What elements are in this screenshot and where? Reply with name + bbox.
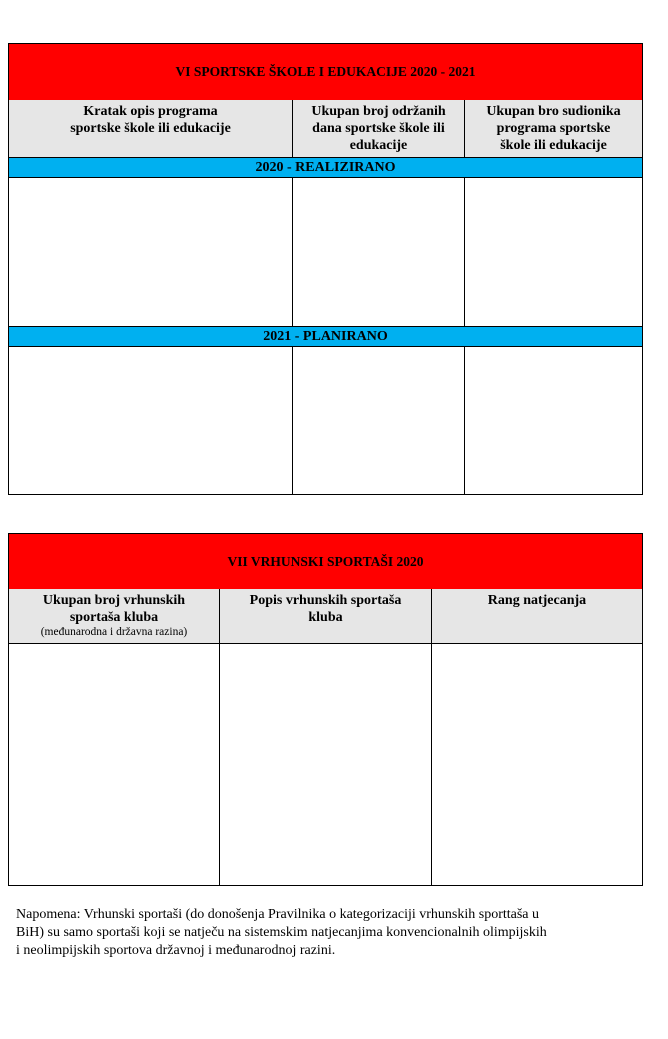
- section-7-table: [8, 533, 643, 886]
- s7-cell-list[interactable]: [220, 644, 432, 885]
- planned-2021-label: 2021 - PLANIRANO: [263, 328, 388, 344]
- s6-h3-line2: programa sportske: [496, 121, 611, 136]
- s6-h2-line3: edukacije: [349, 138, 408, 153]
- s6-planned-cell-description[interactable]: [9, 347, 293, 494]
- s7-header-count: [9, 589, 220, 644]
- footnote-line-2: BiH) su samo sportaši koji se natječu na sistemskim natjecanjima konvencionalnih olimpijskih: [16, 925, 547, 940]
- s6-header-days: [293, 100, 465, 158]
- s7-cell-count[interactable]: [9, 644, 220, 885]
- realized-2020-label: 2020 - REALIZIRANO: [255, 159, 396, 175]
- planned-2021-bar: [9, 326, 642, 347]
- s7-h3-line1: Rang natjecanja: [487, 593, 587, 608]
- s7-header-list: [220, 589, 432, 644]
- s7-header-rank: [432, 589, 642, 644]
- s6-h1-line2: sportske škole ili edukacije: [70, 121, 231, 136]
- section-6-title-text: VI SPORTSKE ŠKOLE I EDUKACIJE 2020 - 2021: [175, 64, 476, 79]
- section-7-title-text: VII VRHUNSKI SPORTAŠI 2020: [227, 553, 424, 569]
- s7-h1-line2: sportaša kluba: [69, 610, 159, 625]
- s6-h2-line2: dana sportske škole ili: [312, 121, 445, 136]
- s6-realized-cell-days[interactable]: [293, 178, 465, 326]
- s7-h1-line1: Ukupan broj vrhunskih: [42, 593, 186, 608]
- s6-header-participants: [465, 100, 642, 158]
- s7-h1-note: (međunarodna i državna razina): [40, 626, 188, 638]
- s6-realized-cell-description[interactable]: [9, 178, 293, 326]
- s6-header-description: [9, 100, 293, 158]
- s7-h2-line2: kluba: [308, 610, 343, 625]
- footnote-line-3: i neolimpijskih sportova državnoj i međunarodnoj razini.: [16, 943, 336, 958]
- s7-h2-line1: Popis vrhunskih sportaša: [249, 593, 402, 608]
- footnote: [16, 906, 636, 960]
- s6-realized-cell-participants[interactable]: [465, 178, 642, 326]
- section-7-title: [8, 533, 643, 590]
- footnote-line-1: Napomena: Vrhunski sportaši (do donošenja Pravilnika o kategorizaciji vrhunskih sporttaša u: [16, 907, 540, 922]
- s6-planned-cell-participants[interactable]: [465, 347, 642, 494]
- section-6-table: [8, 43, 643, 495]
- s6-h3-line1: Ukupan bro sudionika: [486, 104, 621, 119]
- realized-2020-bar: [9, 157, 642, 178]
- section-6-title: [8, 43, 643, 101]
- s7-cell-rank[interactable]: [432, 644, 642, 885]
- s6-planned-cell-days[interactable]: [293, 347, 465, 494]
- s6-h3-line3: škole ili edukacije: [500, 138, 607, 153]
- s6-h2-line1: Ukupan broj održanih: [311, 104, 446, 119]
- s6-h1-line1: Kratak opis programa: [83, 104, 218, 119]
